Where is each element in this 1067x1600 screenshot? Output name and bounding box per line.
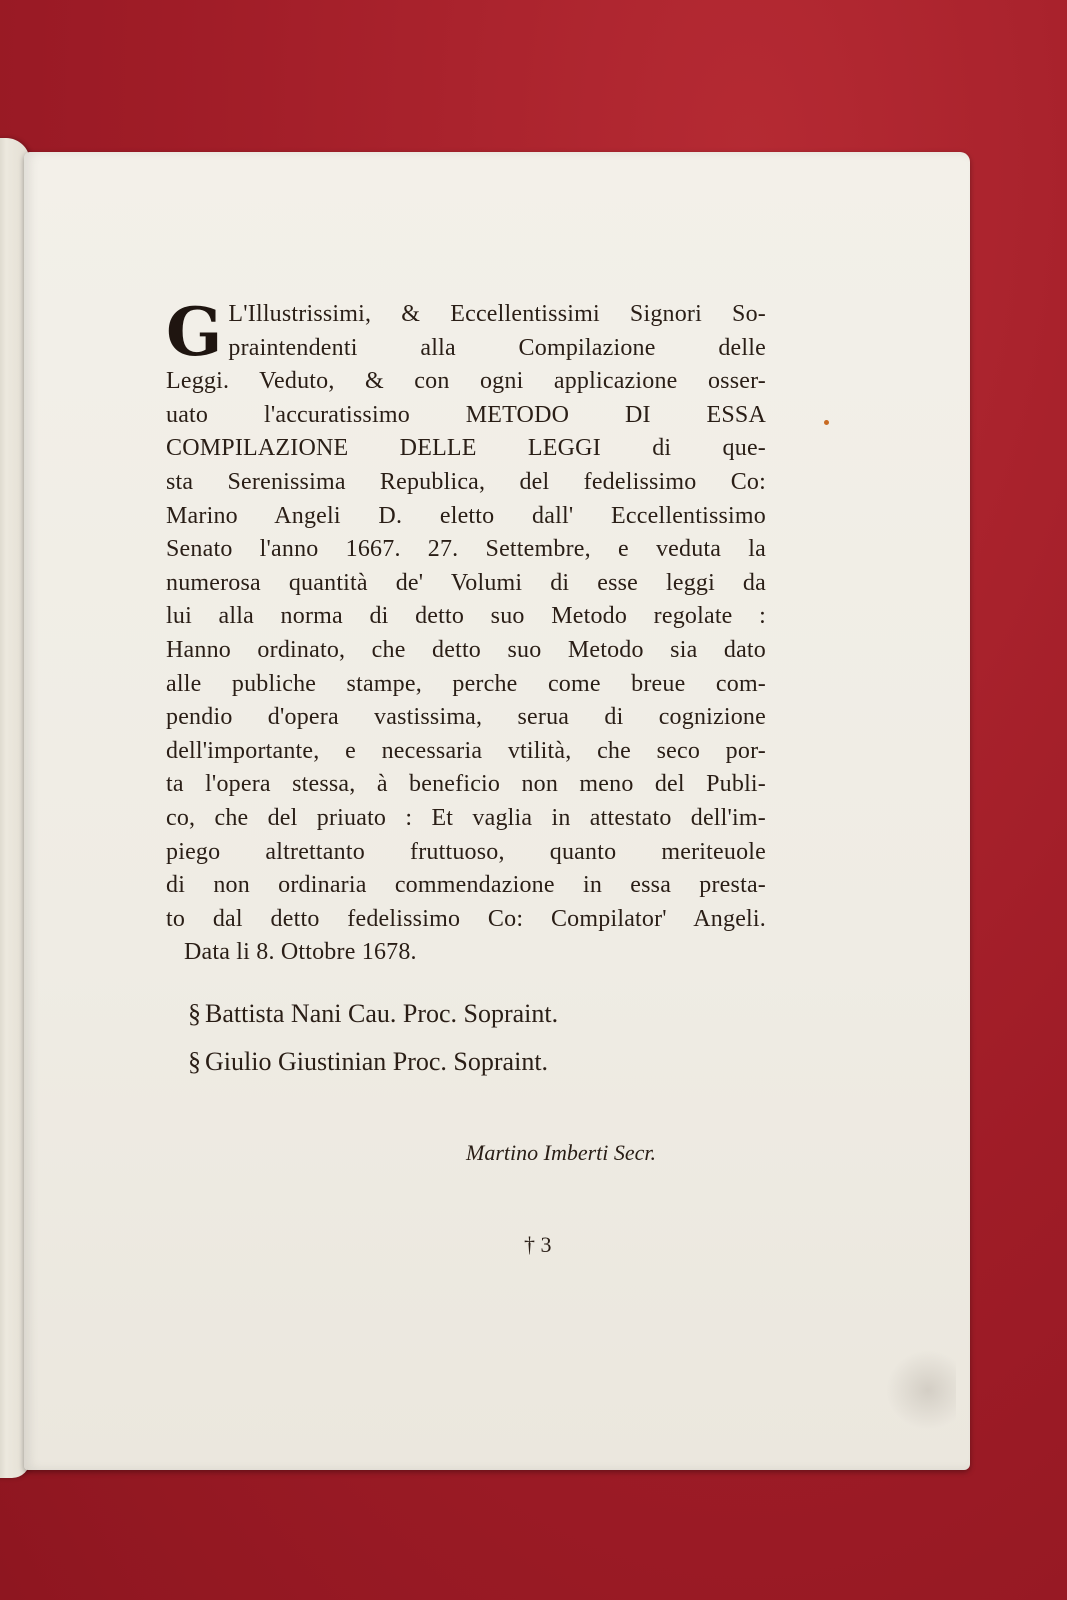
printer-signature-mark: † 3 [524, 1232, 552, 1257]
section-mark: § [188, 999, 201, 1028]
signatory-name: Battista Nani Cau. Proc. Sopraint. [205, 999, 559, 1028]
date-line: Data li 8. Ottobre 1678. [184, 939, 417, 966]
signatory [188, 990, 558, 1038]
text-line: uato l'accuratissimo METODO DI ESSA [166, 401, 766, 428]
text-line: Hanno ordinato, che detto suo Metodo sia dato [166, 636, 766, 663]
text-line: ta l'opera stessa, à beneficio non meno del Publi- [166, 771, 766, 798]
page-wear [886, 1350, 956, 1430]
text-line: dell'importante, e necessaria vtilità, che seco por- [166, 737, 766, 764]
signatory-name: Giulio Giustinian Proc. Sopraint. [205, 1047, 549, 1076]
decree-text [166, 293, 766, 970]
text-line: L'Illustrissimi, & Eccellentissimi Signori So- [228, 301, 766, 327]
secretary-signature: Martino Imberti Secr. [466, 1140, 657, 1165]
text-line: Marino Angeli D. eletto dall' Eccellentissimo [166, 502, 766, 529]
book-page [24, 152, 970, 1470]
text-line: praintendenti alla Compilazione delle [228, 334, 766, 361]
text-line: lui alla norma di detto suo Metodo regolate : [166, 603, 766, 630]
foxing-spot [824, 420, 829, 425]
text-line: Leggi. Veduto, & con ogni applicazione osser- [166, 368, 766, 395]
text-line: Senato l'anno 1667. 27. Settembre, e veduta la [166, 536, 766, 563]
signatory [188, 1038, 558, 1086]
text-line: numerosa quantità de' Volumi di esse leggi da [166, 569, 766, 596]
drop-cap: G [166, 293, 223, 371]
text-line: co, che del priuato : Et vaglia in attestato dell'im- [166, 804, 766, 831]
text-line: sta Serenissima Republica, del fedelissimo Co: [166, 468, 766, 495]
text-line: piego altrettanto fruttuoso, quanto meriteuole [166, 838, 766, 865]
text-line: to dal detto fedelissimo Co: Compilator' Angeli. [166, 905, 766, 932]
text-line: alle publiche stampe, perche come breue com- [166, 670, 766, 697]
signatories [188, 990, 558, 1086]
text-line: COMPILAZIONE DELLE LEGGI di que- [166, 435, 766, 462]
text-line: di non ordinaria commendazione in essa presta- [166, 872, 766, 899]
section-mark: § [188, 1047, 201, 1076]
text-line: pendio d'opera vastissima, serua di cognizione [166, 704, 766, 731]
